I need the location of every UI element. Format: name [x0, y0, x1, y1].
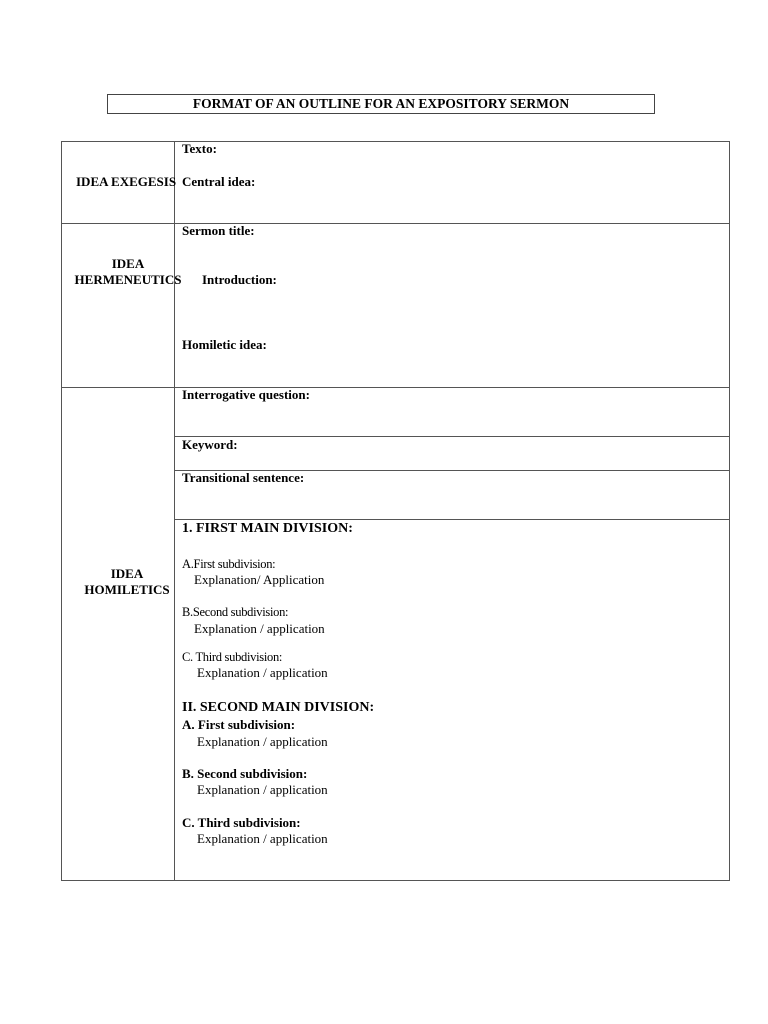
- field-central-idea: Central idea:: [182, 174, 256, 189]
- column-divider: [174, 141, 175, 881]
- row-divider-interrogative: [174, 436, 730, 437]
- label-idea-exegesis: IDEA EXEGESIS: [76, 174, 177, 189]
- second-division-subdivision-b-explanation: Explanation / application: [197, 782, 328, 797]
- first-division-subdivision-c-explanation: Explanation / application: [197, 665, 328, 680]
- first-division-subdivision-c: C. Third subdivision:: [182, 650, 283, 664]
- second-division-subdivision-c-explanation: Explanation / application: [197, 831, 328, 846]
- table-border-left: [61, 141, 62, 881]
- field-homiletic-idea: Homiletic idea:: [182, 337, 267, 352]
- first-main-division-heading: 1. FIRST MAIN DIVISION:: [182, 521, 353, 536]
- label-idea-hermeneutics: [61, 256, 195, 288]
- second-division-subdivision-a: A. First subdivision:: [182, 717, 296, 732]
- first-division-subdivision-a: A.First subdivision:: [182, 557, 276, 571]
- field-transitional-sentence: Transitional sentence:: [182, 470, 305, 485]
- field-sermon-title: Sermon title:: [182, 223, 255, 238]
- document-title: FORMAT OF AN OUTLINE FOR AN EXPOSITORY SERMON: [107, 94, 655, 114]
- second-division-subdivision-c: C. Third subdivision:: [182, 815, 301, 830]
- label-idea-hermeneutics-line2: HERMENEUTICS: [74, 272, 182, 287]
- table-border-bottom: [61, 880, 730, 881]
- first-division-subdivision-a-explanation: Explanation/ Application: [194, 572, 325, 587]
- label-idea-hermeneutics-line1: IDEA: [111, 256, 145, 271]
- label-idea-homiletics-line2: HOMILETICS: [84, 582, 170, 597]
- label-idea-homiletics-line1: IDEA: [110, 566, 144, 581]
- row-divider-exegesis: [61, 223, 730, 224]
- row-divider-hermeneutics: [61, 387, 730, 388]
- field-introduction: Introduction:: [202, 272, 277, 287]
- field-interrogative-question: Interrogative question:: [182, 387, 310, 402]
- outline-table: [61, 141, 730, 881]
- table-border-right: [729, 141, 730, 881]
- second-main-division-heading: II. SECOND MAIN DIVISION:: [182, 700, 375, 715]
- label-idea-homiletics: [73, 566, 181, 598]
- field-texto: Texto:: [182, 141, 217, 156]
- second-division-subdivision-a-explanation: Explanation / application: [197, 734, 328, 749]
- second-division-subdivision-b: B. Second subdivision:: [182, 766, 308, 781]
- first-division-subdivision-b-explanation: Explanation / application: [194, 621, 325, 636]
- field-keyword: Keyword:: [182, 437, 238, 452]
- first-division-subdivision-b: B.Second subdivision:: [182, 605, 289, 619]
- table-border-top: [61, 141, 730, 142]
